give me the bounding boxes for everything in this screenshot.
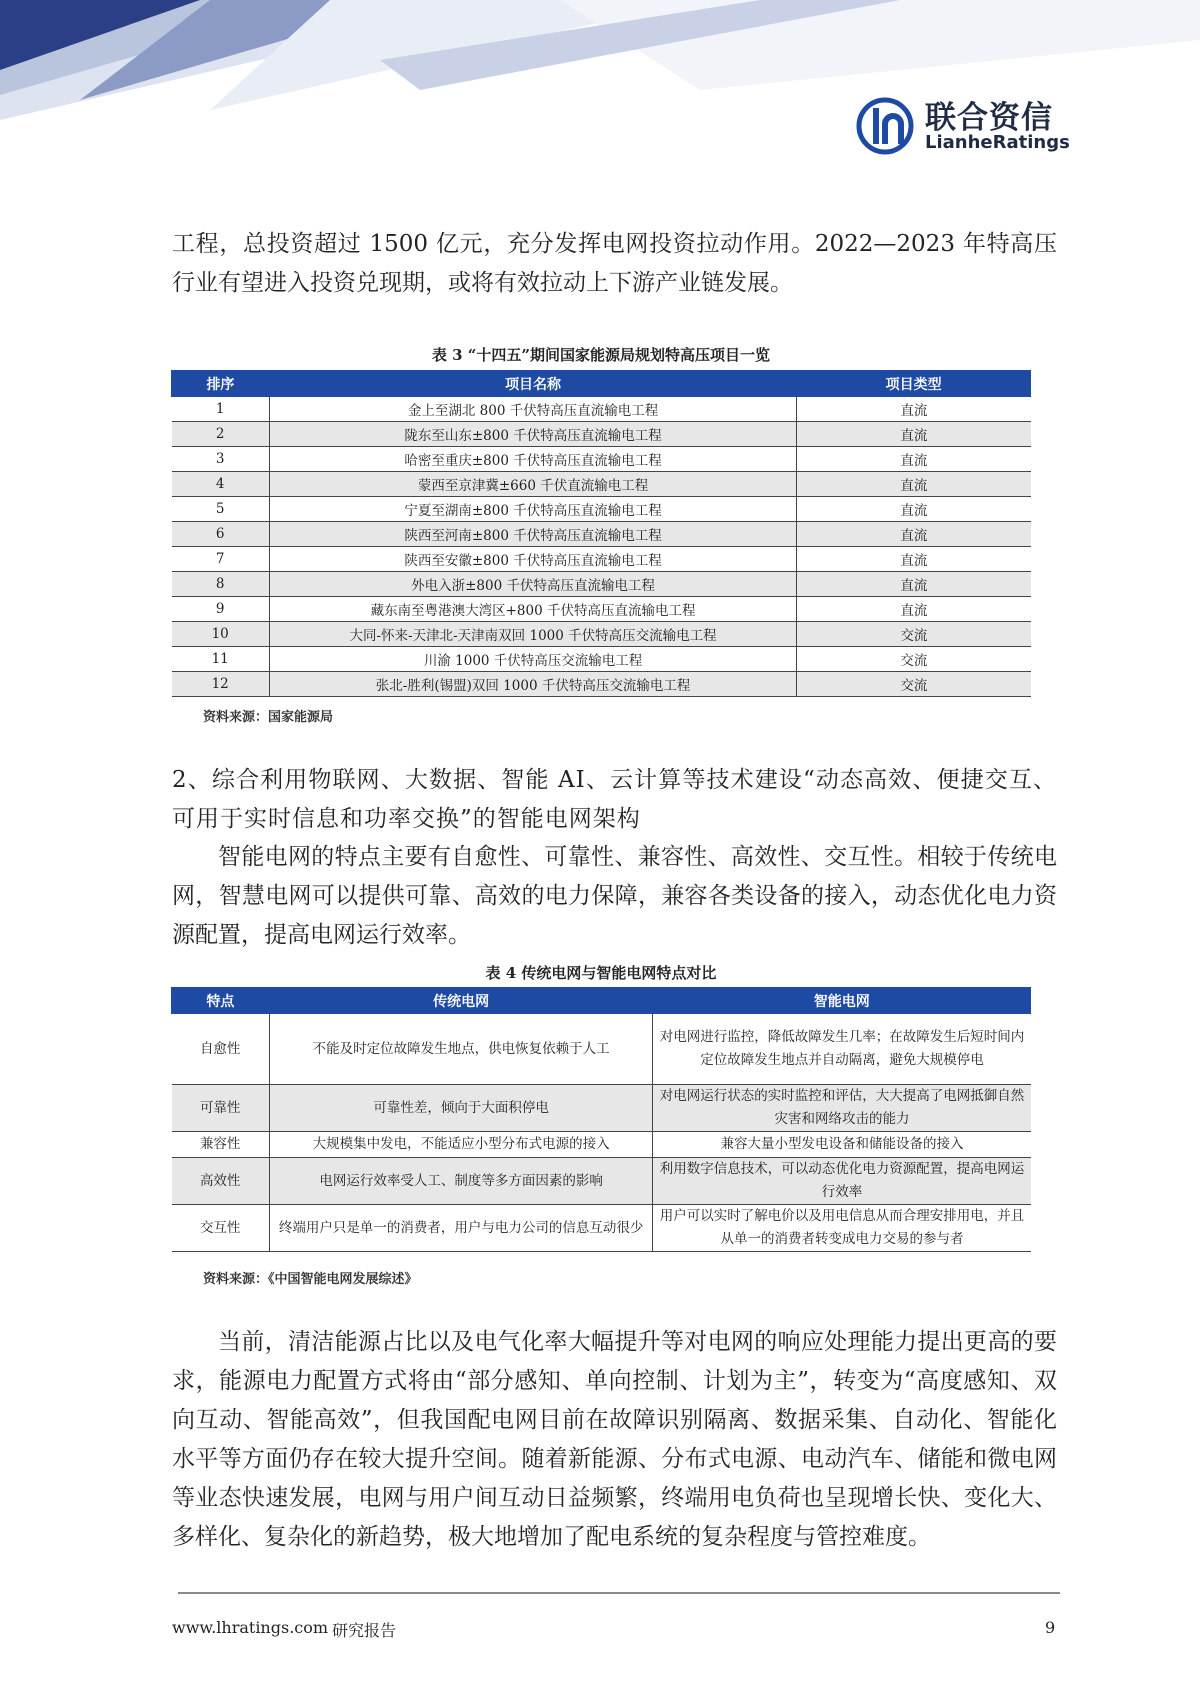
table-row [172,522,1031,547]
table-cell: 直流 [797,447,1031,472]
table-cell: 用户可以实时了解电价以及用电信息从而合理安排用电，并且从单一的消费者转变成电力交易的参与者 [653,1205,1031,1252]
table-cell: 兼容性 [172,1132,270,1158]
section2-paragraph: 智能电网的特点主要有自愈性、可靠性、兼容性、高效性、交互性。相较于传统电网，智慧电网可以提供可靠、高效的电力保障，兼容各类设备的接入，动态优化电力资源配置，提高电网运行效率。 [172,844,1057,948]
table-row [172,1014,1031,1085]
table-cell: 交流 [797,622,1031,647]
table3-caption: 表 3 “十四五”期间国家能源局规划特高压项目一览 [431,346,771,364]
table-cell: 12 [172,672,270,697]
table-cell: 10 [172,622,270,647]
table3-header-name: 项目名称 [269,371,796,397]
table-cell: 不能及时定位故障发生地点，供电恢复依赖于人工 [269,1014,653,1085]
brand-name-cn: 联合资信 [925,100,1053,136]
table-cell: 直流 [797,597,1031,622]
table-row [172,672,1031,697]
table-cell: 陕西至河南±800 千伏特高压直流输电工程 [269,522,796,547]
table-cell: 蒙西至京津冀±660 千伏直流输电工程 [269,472,796,497]
table-cell: 电网运行效率受人工、制度等多方面因素的影响 [269,1158,653,1205]
table-cell: 直流 [797,497,1031,522]
intro-paragraph: 工程，总投资超过 1500 亿元，充分发挥电网投资拉动作用。2022—2023 年特高压行业有望进入投资兑现期，或将有效拉动上下游产业链发展。 [172,231,1057,296]
table-cell: 高效性 [172,1158,270,1205]
table-cell: 自愈性 [172,1014,270,1085]
table-cell: 陕西至安徽±800 千伏特高压直流输电工程 [269,547,796,572]
table-cell: 6 [172,522,270,547]
table-cell: 外电入浙±800 千伏特高压直流输电工程 [269,572,796,597]
table-row [172,497,1031,522]
table-cell: 陇东至山东±800 千伏特高压直流输电工程 [269,422,796,447]
table4-header-feature: 特点 [172,988,270,1014]
table-row [172,1132,1031,1158]
table-cell: 11 [172,647,270,672]
table-cell: 对电网运行状态的实时监控和评估，大大提高了电网抵御自然灾害和网络攻击的能力 [653,1085,1031,1132]
table-cell: 交互性 [172,1205,270,1252]
table-cell: 7 [172,547,270,572]
table4-caption: 表 4 传统电网与智能电网特点对比 [485,964,717,982]
table-cell: 藏东南至粤港澳大湾区+800 千伏特高压直流输电工程 [269,597,796,622]
table-cell: 直流 [797,522,1031,547]
lianhe-logo-icon [855,96,915,156]
table4-header-traditional: 传统电网 [269,988,653,1014]
table-cell: 张北-胜利(锡盟)双回 1000 千伏特高压交流输电工程 [269,672,796,697]
table4-source: 资料来源：《中国智能电网发展综述》 [203,1272,418,1287]
table-cell: 1 [172,397,270,422]
table-cell: 直流 [797,472,1031,497]
table-cell: 4 [172,472,270,497]
table-cell: 大同-怀来-天津北-天津南双回 1000 千伏特高压交流输电工程 [269,622,796,647]
table-row [172,547,1031,572]
table-row [172,447,1031,472]
table-cell: 9 [172,597,270,622]
footer-report-type: 研究报告 [332,1621,397,1640]
table-row [172,597,1031,622]
table-cell: 可靠性 [172,1085,270,1132]
table-cell: 2 [172,422,270,447]
table-row [172,1205,1031,1252]
table-cell: 3 [172,447,270,472]
table-cell: 终端用户只是单一的消费者，用户与电力公司的信息互动很少 [269,1205,653,1252]
closing-paragraph: 当前，清洁能源占比以及电气化率大幅提升等对电网的响应处理能力提出更高的要求，能源电力配置方式将由“部分感知、单向控制、计划为主”，转变为“高度感知、双向互动、智能高效”，但我国配电网目前在故障识别隔离、数据采集、自动化、智能化水平等方面仍存在较大提升空间。随着新能源、分布式电源、电动汽车、储能和微电网等业态快速发展，电网与用户间互动日益频繁，终端用电负荷也呈现增长快、变化大、多样化、复杂化的新趋势，极大地增加了配电系统的复杂程度与管控难度。 [172,1329,1057,1550]
table-row [172,1158,1031,1205]
table-cell: 8 [172,572,270,597]
table-row [172,572,1031,597]
table-cell: 直流 [797,547,1031,572]
table-cell: 可靠性差，倾向于大面积停电 [269,1085,653,1132]
table4 [171,987,1031,1252]
table-row [172,397,1031,422]
table-cell: 5 [172,497,270,522]
table-row [172,647,1031,672]
table-cell: 交流 [797,647,1031,672]
table-cell: 大规模集中发电，不能适应小型分布式电源的接入 [269,1132,653,1158]
section2-heading: 2、综合利用物联网、大数据、智能 AI、云计算等技术建设“动态高效、便捷交互、可用于实时信息和功率交换”的智能电网架构 [172,767,1057,832]
table4-header-row [172,988,1031,1014]
table-cell: 利用数字信息技术，可以动态优化电力资源配置，提高电网运行效率 [653,1158,1031,1205]
table-row [172,472,1031,497]
table-row [172,422,1031,447]
table-cell: 交流 [797,672,1031,697]
table3-source: 资料来源：国家能源局 [203,710,334,725]
brand-logo [855,92,1075,162]
footer-website[interactable]: www.lhratings.com [172,1618,329,1637]
table3-header-type: 项目类型 [797,371,1031,397]
table-cell: 对电网进行监控，降低故障发生几率；在故障发生后短时间内定位故障发生地点并自动隔离，避免大规模停电 [653,1014,1031,1085]
table3 [171,370,1031,697]
footer-divider [178,1592,1060,1594]
brand-name-en: LianheRatings [925,132,1070,153]
table3-header-order: 排序 [172,371,270,397]
table4-header-smart: 智能电网 [653,988,1031,1014]
table-row [172,622,1031,647]
table-row [172,1085,1031,1132]
table-cell: 直流 [797,572,1031,597]
table-cell: 哈密至重庆±800 千伏特高压直流输电工程 [269,447,796,472]
table3-header-row [172,371,1031,397]
table-cell: 金上至湖北 800 千伏特高压直流输电工程 [269,397,796,422]
table-cell: 直流 [797,397,1031,422]
table-cell: 直流 [797,422,1031,447]
footer-page-number: 9 [1045,1618,1056,1637]
table-cell: 川渝 1000 千伏特高压交流输电工程 [269,647,796,672]
table-cell: 兼容大量小型发电设备和储能设备的接入 [653,1132,1031,1158]
table-cell: 宁夏至湖南±800 千伏特高压直流输电工程 [269,497,796,522]
